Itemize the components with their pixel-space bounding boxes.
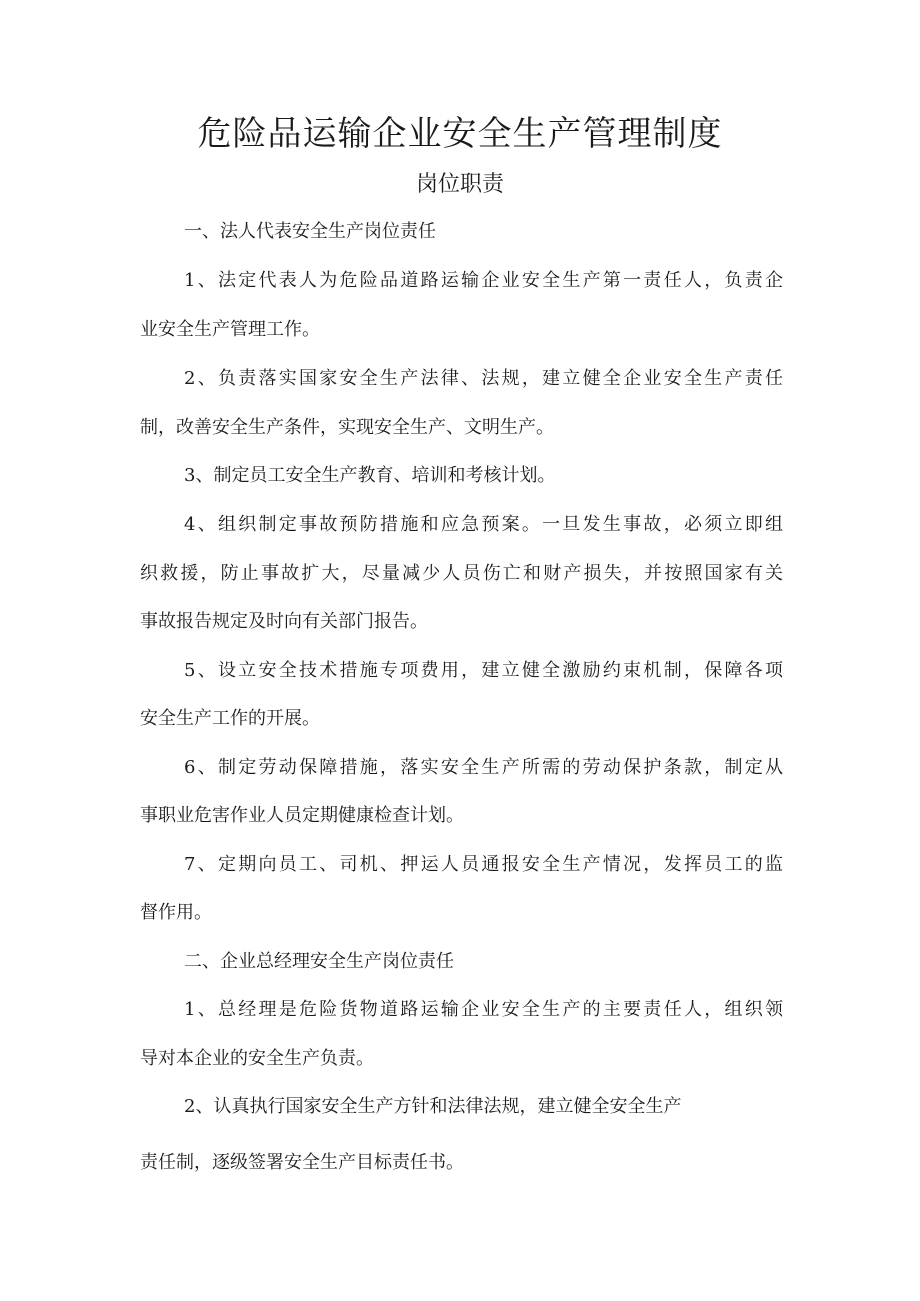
paragraph-line: 责任制，逐级签署安全生产目标责任书。 xyxy=(140,1152,464,1173)
paragraph-line: 1、总经理是危险货物道路运输企业安全生产的主要责任人，组织领 xyxy=(184,999,783,1020)
paragraph-line: 6、制定劳动保障措施，落实安全生产所需的劳动保护条款，制定从 xyxy=(184,757,783,778)
section-heading: 一、法人代表安全生产岗位责任 xyxy=(184,221,436,242)
paragraph-line: 导对本企业的安全生产负责。 xyxy=(140,1048,374,1069)
paragraph-line: 3、制定员工安全生产教育、培训和考核计划。 xyxy=(184,465,556,486)
paragraph-line: 安全生产工作的开展。 xyxy=(140,708,320,729)
document-subtitle: 岗位职责 xyxy=(415,172,504,197)
paragraph-line: 业安全生产管理工作。 xyxy=(140,319,320,340)
paragraph-line: 2、负责落实国家安全生产法律、法规，建立健全企业安全生产责任 xyxy=(184,368,783,389)
paragraph-line: 4、组织制定事故预防措施和应急预案。一旦发生事故，必须立即组 xyxy=(184,514,783,535)
paragraph-line: 制，改善安全生产条件，实现安全生产、文明生产。 xyxy=(140,417,554,438)
paragraph-line: 1、法定代表人为危险品道路运输企业安全生产第一责任人，负责企 xyxy=(184,270,783,291)
section-heading: 二、企业总经理安全生产岗位责任 xyxy=(184,951,454,972)
paragraph-line: 事故报告规定及时向有关部门报告。 xyxy=(140,611,428,632)
paragraph-line: 事职业危害作业人员定期健康检查计划。 xyxy=(140,805,464,826)
paragraph-line: 5、设立安全技术措施专项费用，建立健全激励约束机制，保障各项 xyxy=(184,660,783,681)
paragraph-line: 督作用。 xyxy=(140,902,212,923)
paragraph-line: 2、认真执行国家安全生产方针和法律法规，建立健全安全生产 xyxy=(184,1096,682,1117)
document-title: 危险品运输企业安全生产管理制度 xyxy=(197,114,723,154)
paragraph-line: 织救援，防止事故扩大，尽量减少人员伤亡和财产损失，并按照国家有关 xyxy=(140,563,783,584)
paragraph-line: 7、定期向员工、司机、押运人员通报安全生产情况，发挥员工的监 xyxy=(184,854,783,875)
